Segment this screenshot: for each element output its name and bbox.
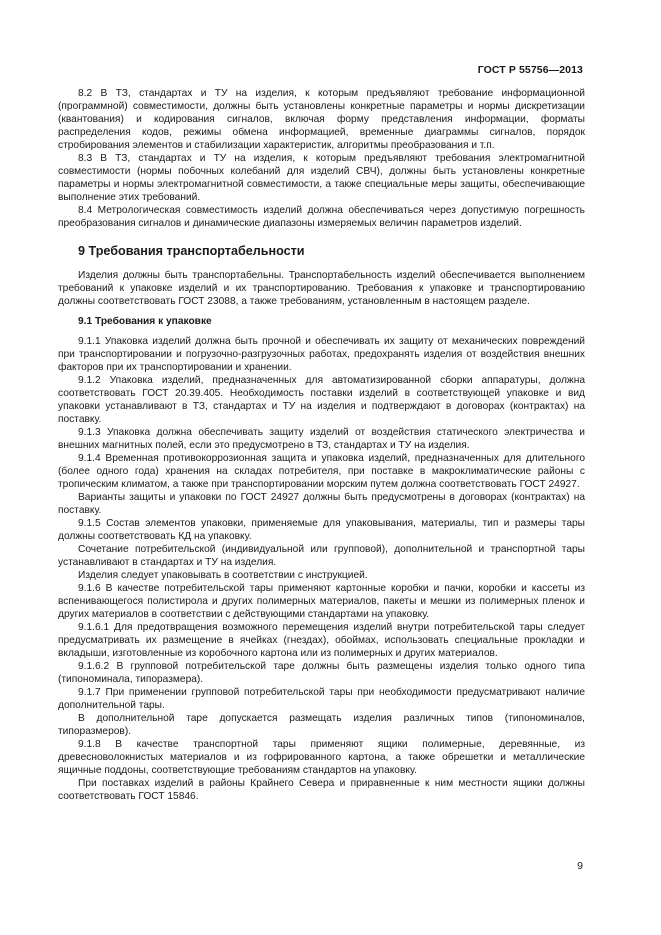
document-body bbox=[58, 87, 585, 803]
section-9-1-heading: 9.1 Требования к упаковке bbox=[78, 316, 212, 327]
paragraph-9-1-2: 9.1.2 Упаковка изделий, предназначенных для автоматизированной сборки аппаратуры, должна соответствовать ГОСТ 20.39.405. Необходимость поставки изделий в соответствующей упаковке и вид упаковки устанавливают в ТЗ, стандартах и ТУ на изделия и подтверждают в договорах (контрактах) на поставку. bbox=[58, 375, 585, 425]
paragraph-9-1-7-additional: В дополнительной таре допускается размещать изделия различных типов (типономиналов, типоразмеров). bbox=[58, 713, 585, 737]
paragraph-9-1-4-variants: Варианты защиты и упаковки по ГОСТ 24927 должны быть предусмотрены в договорах (контрактах) на поставку. bbox=[58, 492, 585, 516]
paragraph-9-1-5: 9.1.5 Состав элементов упаковки, применяемые для упаковывания, материалы, тип и размеры тары должны соответствовать КД на упаковку. bbox=[58, 518, 585, 542]
paragraph-9-1-1: 9.1.1 Упаковка изделий должна быть прочной и обеспечивать их защиту от механических повреждений при транспортировании и погрузочно-разгрузочных работах, предохранять изделия от воздействия внешних факторов при их транспортировании и хранении. bbox=[58, 336, 585, 373]
paragraph-8-2: 8.2 В ТЗ, стандартах и ТУ на изделия, к которым предъявляют требование информационной (программной) совместимости, должны быть установлены конкретные параметры и нормы дискретизации (квантования) и кодирования сигналов, включая форму представления информации, форматы распределения кодов, режимы обмена информацией, временные диаграммы сигналов, порядок стробирования элементов и стабилизации характеристик, алгоритмы преобразования и т.п. bbox=[58, 88, 585, 151]
section-9-heading: 9 Требования транспортабельности bbox=[78, 244, 305, 258]
standard-header: ГОСТ Р 55756—2013 bbox=[477, 64, 583, 76]
paragraph-9-1-3: 9.1.3 Упаковка должна обеспечивать защиту изделий от воздействия статического электричества и внешних магнитных полей, если это предусмотрено в ТЗ, стандартах и ТУ на изделия. bbox=[58, 427, 585, 451]
section-9-intro: Изделия должны быть транспортабельны. Транспортабельность изделий обеспечивается выполнением требований к упаковке изделий и их транспортированию. Требования к упаковке и транспортированию должны соответствовать ГОСТ 23088, а также требованиям, установленным в настоящем разделе. bbox=[58, 270, 585, 307]
paragraph-9-1-6: 9.1.6 В качестве потребительской тары применяют картонные коробки и пачки, коробки и кассеты из вспенивающегося полистирола и других полимерных материалов, пакеты и мешки из полимерных пленок и других материалов в соответствии с действующими стандартами на упаковку. bbox=[58, 583, 585, 620]
paragraph-9-1-4: 9.1.4 Временная противокоррозионная защита и упаковка изделий, предназначенных для длительного (более одного года) хранения на складах потребителя, при поставке в макроклиматические районы с тропическим климатом, а также при транспортировании морским путем должна соответствовать ГОСТ 24927. bbox=[58, 453, 585, 490]
paragraph-9-1-8: 9.1.8 В качестве транспортной тары применяют ящики полимерные, деревянные, из древесноволокнистых материалов и из гофрированного картона, а также обрешетки и металлические ящичные поддоны, соответствующие требованиям стандартов на упаковку. bbox=[58, 739, 585, 776]
paragraph-9-1-6-2: 9.1.6.2 В групповой потребительской таре должны быть размещены изделия только одного типа (типономинала, типоразмера). bbox=[58, 661, 585, 685]
paragraph-9-1-6-1: 9.1.6.1 Для предотвращения возможного перемещения изделий внутри потребительской тары следует предусматривать их размещение в ячейках (гнездах), обоймах, использовать специальные прокладки и вкладыши, изготовленные из коробочного картона или из полимерных и других материалов. bbox=[58, 622, 585, 659]
paragraph-9-1-7: 9.1.7 При применении групповой потребительской тары при необходимости предусматривают наличие дополнительной тары. bbox=[58, 687, 585, 711]
paragraph-9-1-5-instruction: Изделия следует упаковывать в соответствии с инструкцией. bbox=[78, 570, 368, 581]
paragraph-8-4: 8.4 Метрологическая совместимость изделий должна обеспечиваться через допустимую погрешность преобразования сигналов и динамические диапазоны измеряемых величин параметров изделий. bbox=[58, 205, 585, 229]
paragraph-9-1-8-north: При поставках изделий в районы Крайнего Севера и приравненные к ним местности ящики должны соответствовать ГОСТ 15846. bbox=[58, 778, 585, 802]
paragraph-8-3: 8.3 В ТЗ, стандартах и ТУ на изделия, к которым предъявляют требования электромагнитной совместимости (нормы побочных колебаний для изделий СВЧ), должны быть установлены конкретные параметры и нормы электромагнитной совместимости, а также специальные меры защиты, обеспечивающие выполнение этих требований. bbox=[58, 153, 585, 203]
page-number: 9 bbox=[577, 860, 583, 872]
paragraph-9-1-5-combination: Сочетание потребительской (индивидуальной или групповой), дополнительной и транспортной тары устанавливают в стандартах и ТУ на изделия. bbox=[58, 544, 585, 568]
